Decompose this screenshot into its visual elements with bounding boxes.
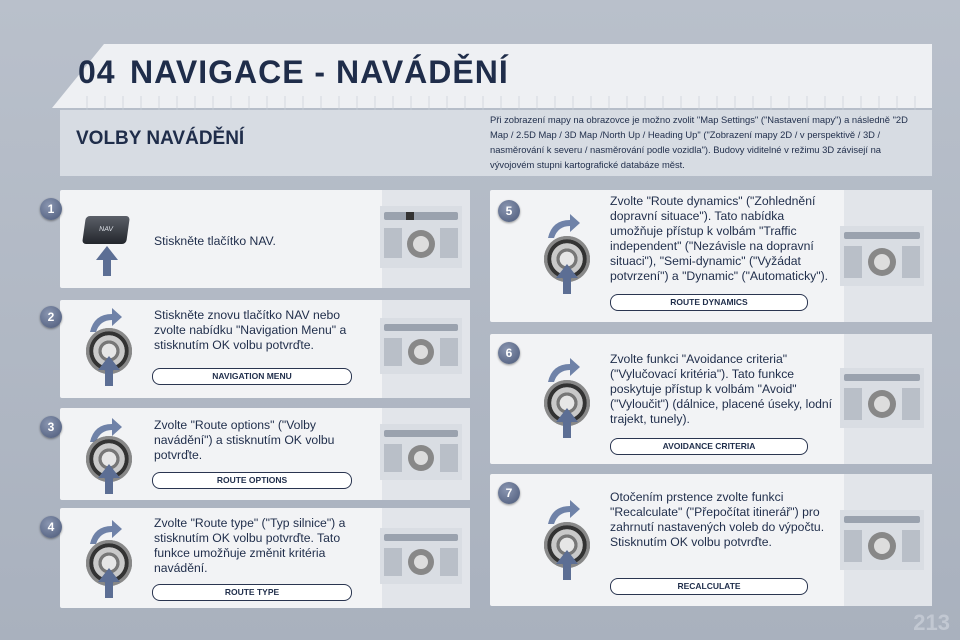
radio-unit-icon bbox=[380, 424, 462, 480]
navigation-menu-label: NAVIGATION MENU bbox=[152, 368, 352, 385]
step-6-text: Zvolte funkci "Avoidance criteria" ("Vylučovací kritéria"). Tato funkce poskytuje přístup k volbám "Avoid" ("Vyloučit") (dálnice, placené úseky, lodní trajekt, tunely). bbox=[610, 352, 833, 426]
page-title: NAVIGACE - NAVÁDĚNÍ bbox=[130, 54, 509, 90]
step-1-text: Stiskněte tlačítko NAV. bbox=[154, 234, 276, 248]
step-2-text: Stiskněte znovu tlačítko NAV nebo zvolte nabídku "Navigation Menu" a stisknutím OK volbu potvrďte. bbox=[154, 308, 347, 352]
nav-button-image: NAV bbox=[82, 216, 130, 244]
step-2-badge: 2 bbox=[40, 306, 62, 328]
radio-unit-icon bbox=[840, 368, 924, 428]
radio-unit-icon bbox=[380, 318, 462, 374]
radio-unit-icon bbox=[380, 206, 462, 268]
step-7-badge: 7 bbox=[498, 482, 520, 504]
radio-unit-icon bbox=[840, 226, 924, 286]
up-arrow-icon bbox=[96, 246, 118, 276]
route-type-label: ROUTE TYPE bbox=[152, 584, 352, 601]
route-options-label: ROUTE OPTIONS bbox=[152, 472, 352, 489]
recalculate-label: RECALCULATE bbox=[610, 578, 808, 595]
step-5-badge: 5 bbox=[498, 200, 520, 222]
step-3-text: Zvolte "Route options" ("Volby navádění") a stisknutím OK volbu potvrďte. bbox=[154, 418, 335, 462]
route-dynamics-label: ROUTE DYNAMICS bbox=[610, 294, 808, 311]
avoidance-criteria-label: AVOIDANCE CRITERIA bbox=[610, 438, 808, 455]
step-1-badge: 1 bbox=[40, 198, 62, 220]
step-5-text: Zvolte "Route dynamics" ("Zohlednění dopravní situace"). Tato nabídka umožňuje přístup k volbám "Traffic independent" ("Nezávisle na dopravní situaci"), "Semi-dynamic" ("Vyžádat potvrzení") a "Dynamic" ("Automaticky"). bbox=[610, 194, 829, 283]
chapter-number: 04 bbox=[78, 54, 116, 90]
step-3-badge: 3 bbox=[40, 416, 62, 438]
step-6-badge: 6 bbox=[498, 342, 520, 364]
step-4-badge: 4 bbox=[40, 516, 62, 538]
radio-unit-icon bbox=[840, 510, 924, 570]
up-arrow-icon bbox=[556, 408, 578, 438]
intro-text: Při zobrazení mapy na obrazovce je možno zvolit "Map Settings" ("Nastavení mapy") a následně "2D Map / 2.5D Map / 3D Map /North Up / Heading Up" ("Zobrazení mapy 2D / v perspektivě / 3D / nasměrování k severu / nasměrování podle vozidla"). Budovy viditelné v režimu 3D závisejí na vývojovém stupni kartografické databáze měst. bbox=[490, 114, 908, 170]
up-arrow-icon bbox=[98, 568, 120, 598]
page-number: 213 bbox=[913, 610, 950, 635]
up-arrow-icon bbox=[556, 264, 578, 294]
radio-unit-icon bbox=[380, 528, 462, 584]
up-arrow-icon bbox=[556, 550, 578, 580]
up-arrow-icon bbox=[98, 464, 120, 494]
step-4-text: Zvolte "Route type" ("Typ silnice") a stisknutím OK volbu potvrďte. Tato funkce umožňuje změnit kritéria navádění. bbox=[154, 516, 346, 575]
section-subtitle: VOLBY NAVÁDĚNÍ bbox=[76, 128, 245, 149]
step-7-text: Otočením prstence zvolte funkci "Recalculate" ("Přepočítat itinerář") pro zahrnutí nastavených voleb do výpočtu. Stisknutím OK volbu potvrďte. bbox=[610, 490, 825, 549]
up-arrow-icon bbox=[98, 356, 120, 386]
